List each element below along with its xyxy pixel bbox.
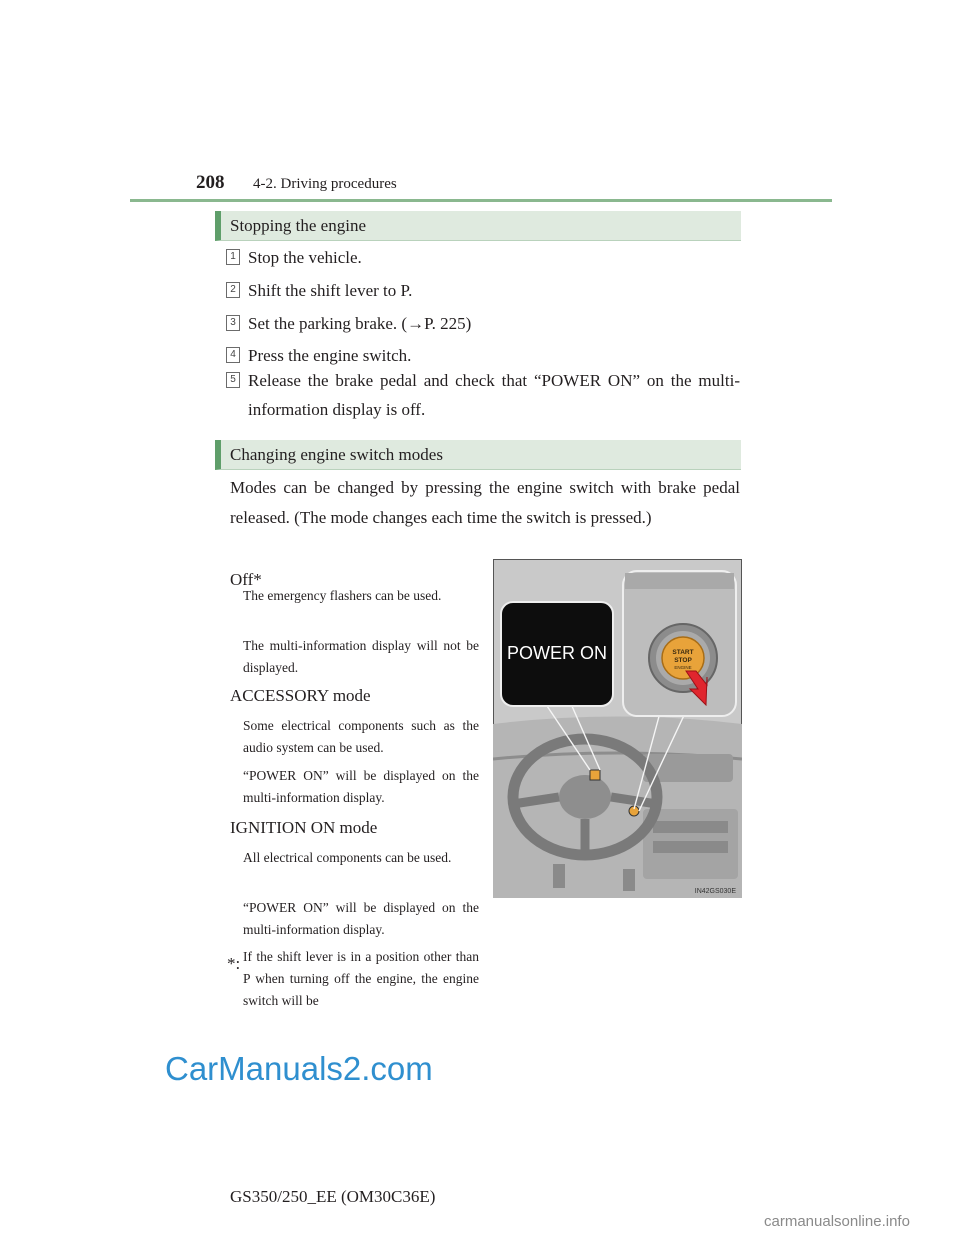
step-text: Press the engine switch. <box>248 346 412 365</box>
step-number-box: 3 <box>226 315 240 331</box>
footer-model-code: GS350/250_EE (OM30C36E) <box>230 1187 436 1206</box>
footnote-mark: *: <box>227 954 241 973</box>
mode-description: All electrical components can be used. <box>243 850 452 865</box>
mode-description: Some electrical components such as the audio system can be used. <box>243 718 479 755</box>
page-number: 208 <box>196 172 225 193</box>
step-number-box: 4 <box>226 347 240 363</box>
step-text: Shift the shift lever to P. <box>248 281 413 300</box>
mode-description: The multi-information display will not be displayed. <box>243 638 479 675</box>
footnote-text: If the shift lever is in a position other than P when turning off the engine, the engine switch will be <box>243 949 479 1008</box>
intro-paragraph: Modes can be changed by pressing the engine switch with brake pedal released. (The mode changes each time the switch is pressed.) <box>230 478 740 527</box>
step-item <box>226 309 740 338</box>
mode-description: “POWER ON” will be displayed on the multi-information display. <box>243 900 479 937</box>
watermark-text: CarManuals2.com <box>165 1050 433 1087</box>
footer-site-text: carmanualsonline.info <box>764 1213 910 1230</box>
mode-description: “POWER ON” will be displayed on the multi-information display. <box>243 768 479 805</box>
step-item <box>226 243 740 272</box>
mode-description: The emergency flashers can be used. <box>243 588 442 603</box>
step-text: Stop the vehicle. <box>248 248 362 267</box>
step-number-box: 1 <box>226 249 240 265</box>
step-number-box: 5 <box>226 372 240 388</box>
figure-code: IN42GS030E <box>694 888 736 895</box>
header-divider <box>130 199 832 202</box>
step-item <box>226 366 740 424</box>
step-item <box>226 276 740 305</box>
button-label-stop: STOP <box>674 657 692 664</box>
section-heading-stopping: Stopping the engine <box>215 211 741 241</box>
button-label-start: START <box>672 649 694 656</box>
engine-switch-illustration <box>493 559 742 898</box>
mode-title-accessory: ACCESSORY mode <box>230 686 371 705</box>
step-text: Release the brake pedal and check that “POWER ON” on the multi-information display is off. <box>248 371 740 419</box>
mode-title-ignition: IGNITION ON mode <box>230 818 378 837</box>
section-heading-changing: Changing engine switch modes <box>215 440 741 470</box>
step-text: Set the parking brake. (→P. 225) <box>248 314 472 333</box>
chapter-title: 4-2. Driving procedures <box>253 176 397 192</box>
step-number-box: 2 <box>226 282 240 298</box>
mode-title-off: Off* <box>230 570 262 589</box>
button-label-engine: ENGINE <box>674 665 692 670</box>
display-text: POWER ON <box>506 643 608 663</box>
